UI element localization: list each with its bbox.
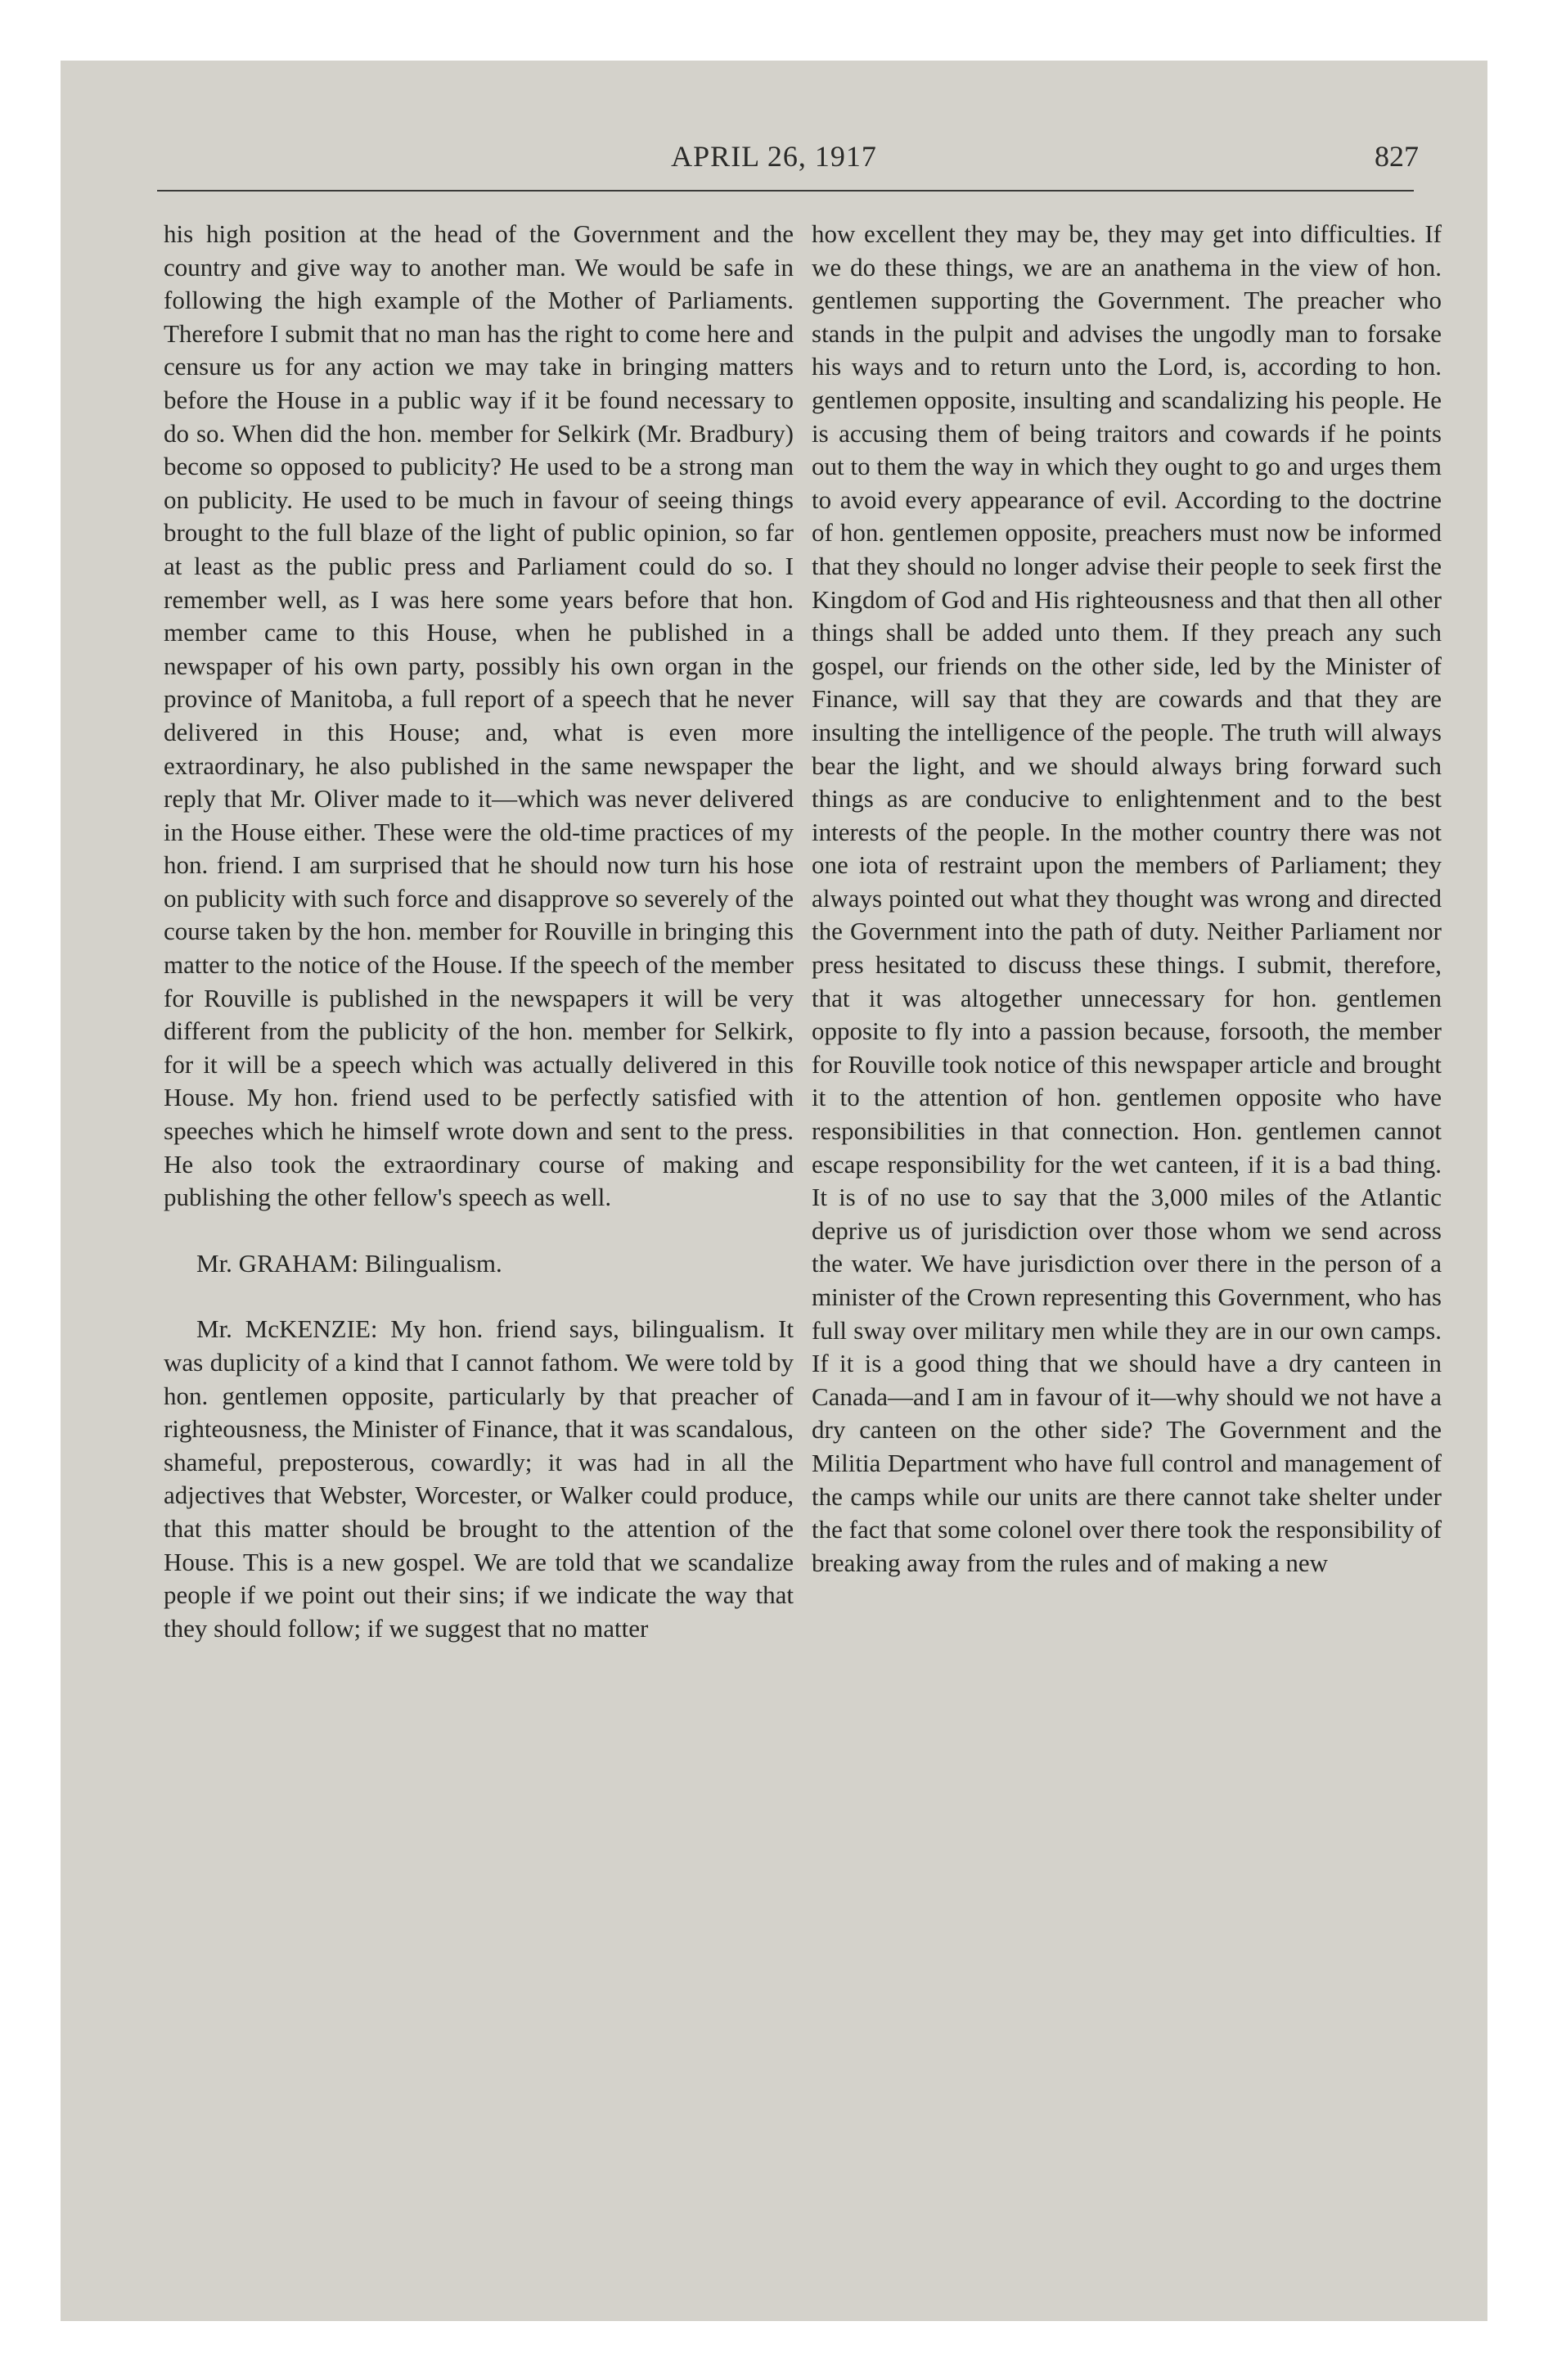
left-column: [164, 218, 794, 1645]
left-paragraph-1: his high position at the head of the Government and the country and give way to another man. We would be safe in following the high example of the Mother of Parliaments. Therefore I submit that no man has the right to come here and censure us for any action we may take in bringing matters before the House in a public way if it be found necessary to do so. When did the hon. member for Selkirk (Mr. Bradbury) become so opposed to publicity? He used to be a strong man on publicity. He used to be much in favour of seeing things brought to the full blaze of the light of public opinion, so far at least as the public press and Parliament could do so. I remember well, as I was here some years before that hon. member came to this House, when he published in a newspaper of his own party, possibly his own organ in the province of Manitoba, a full report of a speech that he never delivered in this House; and, what is even more extraordinary, he also published in the same newspaper the reply that Mr. Oliver made to it—which was never delivered in the House either. These were the old-time practices of my hon. friend. I am surprised that he should now turn his hose on publicity with such force and disapprove so severely of the course taken by the hon. member for Rouville in bringing this matter to the notice of the House. If the speech of the member for Rouville is published in the newspapers it will be very different from the publicity of the hon. member for Selkirk, for it will be a speech which was actually delivered in this House. My hon. friend used to be perfectly satisfied with speeches which he himself wrote down and sent to the press. He also took the extraordinary course of making and publishing the other fellow's speech as well.: [164, 219, 794, 1212]
right-paragraph-1: how excellent they may be, they may get into difficulties. If we do these things, we are an anathema in the view of hon. gentlemen supporting the Government. The preacher who stands in the pulpit and advises the ungodly man to forsake his ways and to return unto the Lord, is, according to hon. gentlemen opposite, insulting and scandalizing his people. He is accusing them of being traitors and cowards if he points out to them the way in which they ought to go and urges them to avoid every appearance of evil. According to the doctrine of hon. gentlemen opposite, preachers must now be informed that they should no longer advise their people to seek first the Kingdom of God and His righteousness and that then all other things shall be added unto them. If they preach any such gospel, our friends on the other side, led by the Minister of Finance, will say that they are cowards and that they are insulting the intelligence of the people. The truth will always bear the light, and we should always bring forward such things as are conducive to enlightenment and to the best interests of the people. In the mother country there was not one iota of restraint upon the members of Parliament; they always pointed out what they thought was wrong and directed the Government into the path of duty. Neither Parliament nor press hesitated to discuss these things. I submit, therefore, that it was altogether unnecessary for hon. gentlemen opposite to fly into a passion because, forsooth, the member for Rouville took notice of this newspaper article and brought it to the attention of hon. gentlemen opposite who have responsibilities in that connection. Hon. gentlemen cannot escape responsibility for the wet canteen, if it is a bad thing. It is of no use to say that the 3,000 miles of the Atlantic deprive us of jurisdiction over those whom we send across the water. We have jurisdiction over there in the person of a minister of the Crown representing this Government, who has full sway over military men while they are in our own camps. If it is a good thing that we should have a dry canteen in Canada—and I am in favour of it—why should we not have a dry canteen on the other side? The Government and the Militia Department who have full control and management of the camps while our units are there cannot take shelter under the fact that some colonel over there took the responsibility of breaking away from the rules and of making a new: [812, 219, 1442, 1577]
right-column: [812, 218, 1442, 1580]
left-paragraph-3: Mr. McKENZIE: My hon. friend says, bilingualism. It was duplicity of a kind that I cannot fathom. We were told by hon. gentlemen opposite, particularly by that preacher of righteousness, the Minister of Finance, that it was scandalous, shameful, preposterous, cowardly; it was had in all the adjectives that Webster, Worcester, or Walker could produce, that this matter should be brought to the attention of the House. This is a new gospel. We are told that we scandalize people if we point out their sins; if we indicate the way that they should follow; if we suggest that no matter: [164, 1314, 794, 1643]
page-header: [61, 139, 1487, 180]
page-number: 827: [1375, 140, 1419, 173]
left-paragraph-2: Mr. GRAHAM: Bilingualism.: [196, 1248, 502, 1278]
hansard-page: [61, 61, 1487, 2321]
header-rule: [157, 190, 1414, 192]
header-date: APRIL 26, 1917: [671, 140, 877, 173]
